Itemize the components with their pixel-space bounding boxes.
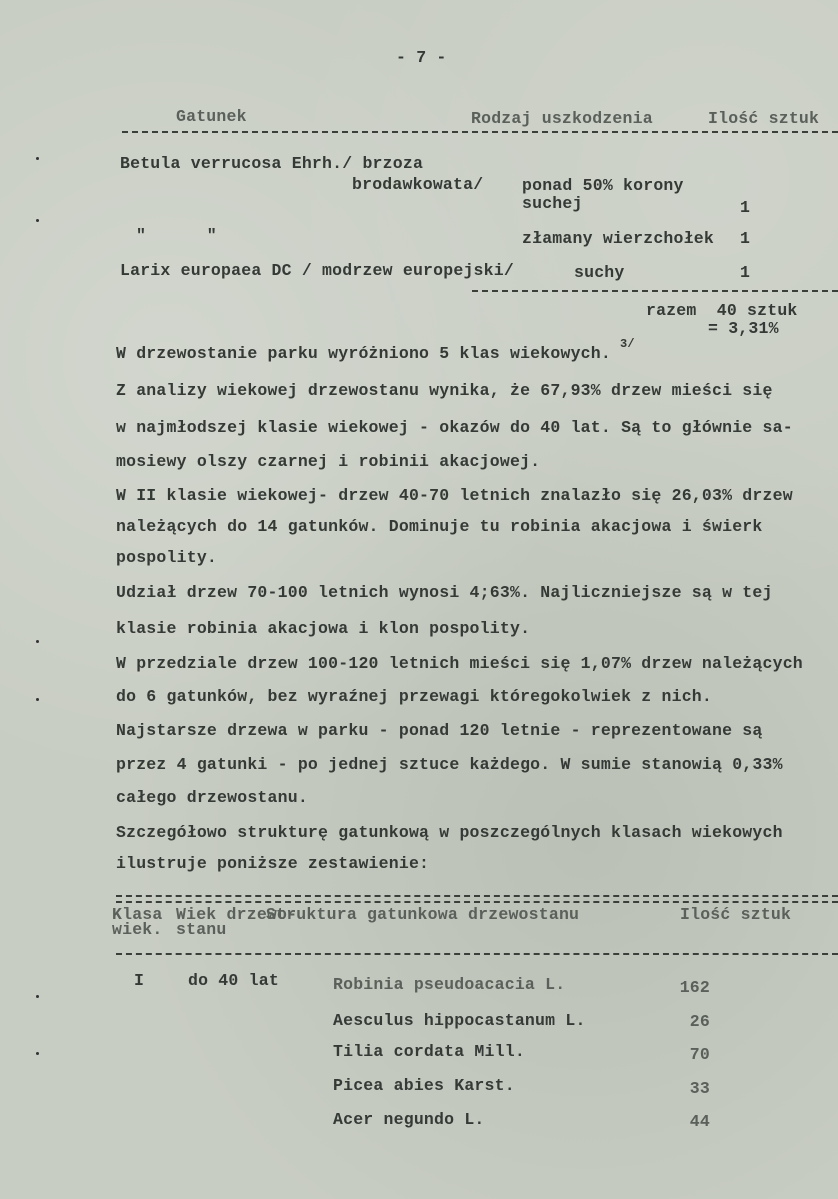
header-damage: Rodzaj uszkodzenia (471, 109, 653, 128)
species-cell: Tilia cordata Mill. (333, 1042, 525, 1061)
header-class: Klasa (112, 905, 163, 924)
count-cell: 44 (689, 1112, 710, 1131)
divider (116, 901, 838, 903)
species-cell: Aesculus hippocastanum L. (333, 1011, 586, 1030)
punch-mark (36, 698, 39, 701)
punch-mark (36, 1052, 39, 1055)
paragraph-line: przez 4 gatunki - po jednej sztuce każdego. W sumie stanowią 0,33% (116, 755, 783, 774)
count-cell: 70 (689, 1045, 710, 1064)
species-cell: Betula verrucosa Ehrh./ brzoza (120, 154, 424, 173)
paragraph-line: Najstarsze drzewa w parku - ponad 120 letnie - reprezentowane są (116, 721, 763, 740)
paragraph-line: do 6 gatunków, bez wyraźnej przewagi któregokolwiek z nich. (116, 687, 712, 706)
total: razem 40 sztuk (646, 301, 798, 320)
header-age: Wiek drzewo- (176, 905, 298, 924)
header-class: wiek. (112, 920, 163, 939)
species-cell: brodawkowata/ (352, 175, 484, 194)
punch-mark (36, 995, 39, 998)
footnote-ref: 3/ (620, 337, 635, 351)
class-cell: I (134, 971, 145, 990)
punch-mark (36, 157, 39, 160)
header-count: Ilość sztuk (680, 905, 792, 924)
paragraph-line: w najmłodszej klasie wiekowej - okazów do 40 lat. Są to głównie sa- (116, 418, 793, 437)
paragraph-line: całego drzewostanu. (116, 788, 308, 807)
age-cell: do 40 lat (188, 971, 279, 990)
divider (122, 131, 838, 133)
divider (472, 290, 838, 292)
paragraph-line: W II klasie wiekowej- drzew 40-70 letnich znalazło się 26,03% drzew (116, 486, 793, 505)
paragraph-line: ilustruje poniższe zestawienie: (116, 854, 430, 873)
total-percent: = 3,31% (708, 319, 779, 338)
paragraph-line: mosiewy olszy czarnej i robinii akacjowej. (116, 452, 541, 471)
divider (116, 895, 838, 897)
paragraph-line: Szczegółowo strukturę gatunkową w poszczególnych klasach wiekowych (116, 823, 783, 842)
paragraph-line: należących do 14 gatunków. Dominuje tu robinia akacjowa i świerk (116, 517, 763, 536)
species-cell: " " (136, 226, 217, 245)
header-count: Ilość sztuk (708, 109, 820, 128)
paragraph-line: pospolity. (116, 548, 218, 567)
damage-cell: suchy (574, 263, 625, 282)
species-cell: Larix europaea DC / modrzew europejski/ (120, 261, 514, 280)
count-cell: 162 (679, 978, 710, 997)
punch-mark (36, 640, 39, 643)
count-cell: 26 (689, 1012, 710, 1031)
damage-cell: suchej (522, 194, 583, 213)
punch-mark (36, 219, 39, 222)
paragraph-line: W drzewostanie parku wyróżniono 5 klas wiekowych. (116, 344, 611, 363)
divider (116, 953, 838, 955)
header-species: Gatunek (176, 107, 247, 126)
count-cell: 1 (740, 263, 751, 282)
header-age: stanu (176, 920, 227, 939)
paragraph-line: W przedziale drzew 100-120 letnich mieści się 1,07% drzew należących (116, 654, 803, 673)
damage-cell: złamany wierzchołek (522, 229, 714, 248)
count-cell: 33 (689, 1079, 710, 1098)
header-structure: Struktura gatunkowa drzewostanu (266, 905, 580, 924)
species-cell: Picea abies Karst. (333, 1076, 515, 1095)
damage-cell: ponad 50% korony (522, 176, 684, 195)
page-number: - 7 - (396, 48, 447, 67)
species-cell: Robinia pseudoacacia L. (333, 975, 566, 994)
species-cell: Acer negundo L. (333, 1110, 485, 1129)
paragraph-line: Udział drzew 70-100 letnich wynosi 4;63%. Najliczniejsze są w tej (116, 583, 773, 602)
paragraph-line: Z analizy wiekowej drzewostanu wynika, że 67,93% drzew mieści się (116, 381, 773, 400)
count-cell: 1 (740, 198, 751, 217)
count-cell: 1 (740, 229, 751, 248)
paragraph-line: klasie robinia akacjowa i klon pospolity. (116, 619, 531, 638)
